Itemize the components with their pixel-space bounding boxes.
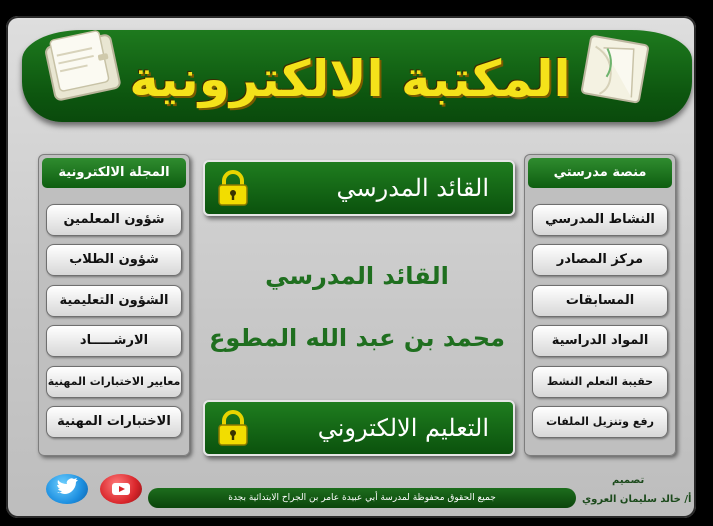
e-learning-button-label: التعليم الالكتروني <box>317 414 489 442</box>
menu-item-professional-tests[interactable]: الاختبارات المهنية <box>46 406 182 438</box>
menu-item-teachers-affairs[interactable]: شؤون المعلمين <box>46 204 182 236</box>
design-label: تصميم <box>612 475 645 486</box>
lock-icon <box>213 168 253 208</box>
menu-item-students-affairs[interactable]: شؤون الطلاب <box>46 244 182 276</box>
copyright-bar: جميع الحقوق محفوظة لمدرسة أبي عبيدة عامر بن الجراح الابتدائية بجدة <box>148 488 576 508</box>
leader-title: القائد المدرسي <box>265 262 449 290</box>
designer-name: أ/ خالد سليمان العروي <box>582 494 692 505</box>
school-leader-button[interactable] <box>203 160 515 216</box>
menu-item-school-activity[interactable]: النشاط المدرسي <box>532 204 668 236</box>
menu-item-professional-test-standards[interactable]: معايير الاختبارات المهنية <box>46 366 182 398</box>
lock-icon <box>213 408 253 448</box>
menu-item-subjects[interactable]: المواد الدراسية <box>532 325 668 357</box>
menu-item-competitions[interactable]: المسابقات <box>532 285 668 317</box>
e-learning-button[interactable] <box>203 400 515 456</box>
school-leader-button-label: القائد المدرسي <box>336 174 489 202</box>
menu-item-file-upload-download[interactable]: رفع وتنزيل الملفات <box>532 406 668 438</box>
youtube-icon[interactable] <box>100 474 142 504</box>
menu-item-resource-center[interactable]: مركز المصادر <box>532 244 668 276</box>
twitter-icon[interactable] <box>46 474 88 504</box>
menu-item-educational-affairs[interactable]: الشؤون التعليمية <box>46 285 182 317</box>
right-panel-title: منصة مدرستي <box>528 158 672 188</box>
left-panel-title: المجلة الالكترونية <box>42 158 186 188</box>
menu-item-guidance[interactable]: الارشـــــاد <box>46 325 182 357</box>
menu-item-active-learning-kit[interactable]: حقيبة التعلم النشط <box>532 366 668 398</box>
leader-name: محمد بن عبد الله المطوع <box>209 324 505 352</box>
page-title: المكتبة الالكترونية <box>129 50 571 108</box>
